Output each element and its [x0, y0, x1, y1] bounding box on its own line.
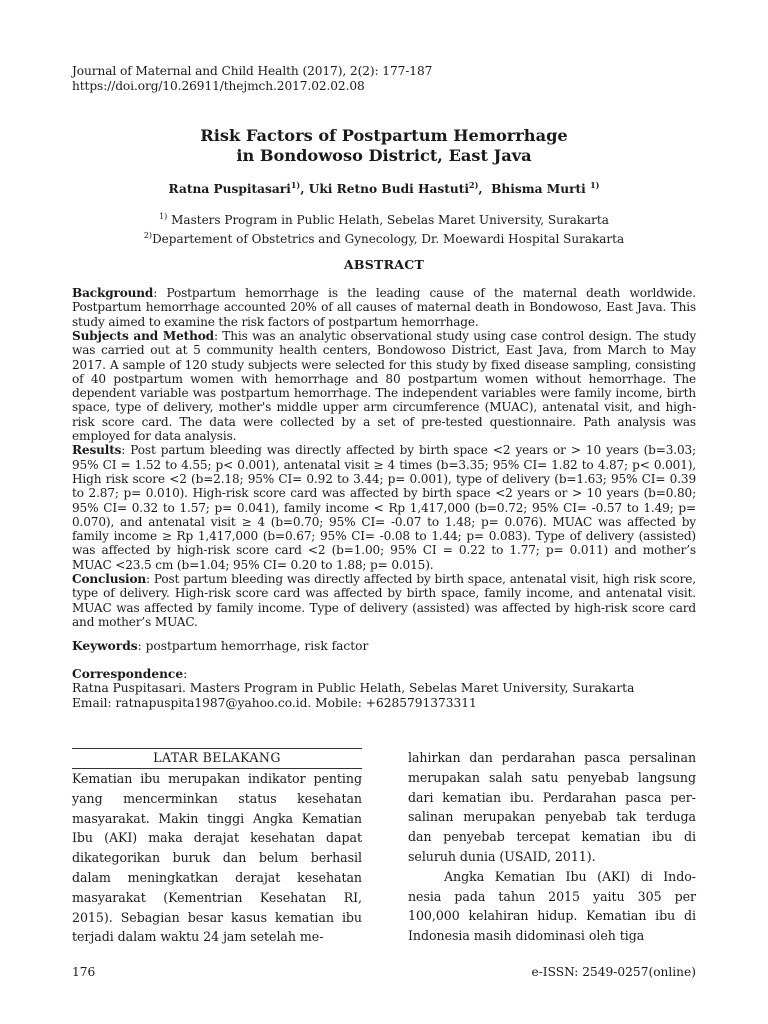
correspondence-address: Ratna Puspitasari. Masters Program in Public Helath, Sebelas Maret University, Surakarta — [72, 681, 635, 696]
author-name: Uki Retno Budi Hastuti — [308, 182, 469, 197]
right-text — [408, 748, 696, 946]
author-name: Bhisma Murti — [491, 182, 586, 197]
correspondence — [72, 667, 696, 710]
left-column — [72, 748, 362, 947]
keywords-text: : postpartum hemorrhage, risk factor — [137, 639, 369, 654]
abstract-results — [72, 443, 696, 572]
abstract-text: : Postpartum hemorrhage is the leading cause of the maternal death worldwide. Postpartum hemorrhage accounted 20% of all causes of maternal death in Bondowoso, East Java. This study aimed to examine the risk factors of postpartum hemorrhage. — [72, 286, 696, 329]
affiliation-1 — [72, 209, 696, 228]
abstract-label: Subjects and Method — [72, 328, 214, 343]
title-line-1: Risk Factors of Postpartum Hemorrhage — [200, 126, 568, 145]
correspondence-colon: : — [183, 667, 188, 682]
abstract-label: Results — [72, 443, 122, 458]
abstract-label: Conclusion — [72, 572, 146, 586]
page-number: 176 — [72, 965, 96, 979]
right-column — [408, 748, 696, 946]
paper-title — [72, 126, 696, 166]
journal-header — [72, 64, 696, 94]
section-heading: LATAR BELAKANG — [72, 748, 362, 769]
affiliations — [72, 209, 696, 247]
abstract-background — [72, 286, 696, 329]
affiliation-2 — [72, 228, 696, 247]
page-content — [72, 64, 696, 710]
keywords — [72, 639, 696, 653]
affiliation-mark: 1) — [159, 212, 168, 222]
body-paragraph: lahirkan dan perdarahan pasca persalinan merupakan salah satu penyebab langsung dari kematian ibu. Perdarahan pasca per-salinan merupakan penyebab tak terduga dan penyebab tercepat kematian ibu di seluruh dunia (USAID, 2011). — [408, 750, 696, 864]
title-line-2: in Bondowoso District, East Java — [236, 146, 532, 165]
author-name: Ratna Puspitasari — [168, 182, 291, 197]
correspondence-label: Correspondence — [72, 667, 184, 682]
author-mark: 1) — [590, 180, 600, 190]
doi-link[interactable]: https://doi.org/10.26911/thejmch.2017.02.02.08 — [72, 79, 365, 93]
abstract-method — [72, 329, 696, 443]
body-paragraph: Angka Kematian Ibu (AKI) di Indo-nesia pada tahun 2015 yaitu 305 per 100,000 kelahiran hidup. Kematian ibu di Indonesia masih didominasi oleh tiga — [408, 868, 696, 944]
abstract-label: Background — [72, 286, 154, 301]
abstract-text: : Post partum bleeding was directly affected by birth space, antenatal visit, high risk score, type of delivery. High-risk score card was affected by birth space, family income, and antenatal visit. MUAC was affected by family income. Type of delivery (assisted) was affected by high-risk score card and mother’s MUAC. — [72, 572, 696, 629]
abstract-body — [72, 286, 696, 629]
author-mark: 1) — [290, 180, 301, 190]
affiliation-mark: 2) — [143, 231, 153, 241]
keywords-label: Keywords — [72, 639, 138, 654]
author-list: Ratna Puspitasari$^{1)}$, Uki Retno Budi Hastuti$^{2)}$, Bhisma Murti $^{1)}$ — [168, 180, 600, 197]
journal-citation: Journal of Maternal and Child Health (2017), 2(2): 177-187 — [72, 64, 433, 78]
abstract-conclusion — [72, 572, 696, 629]
correspondence-contact: Email: ratnapuspita1987@yahoo.co.id. Mobile: +6285791373311 — [72, 695, 477, 710]
affiliation-text: Departement of Obstetrics and Gynecology, Dr. Moewardi Hospital Surakarta — [152, 232, 625, 247]
body-paragraph: Kematian ibu merupakan indikator penting yang mencerminkan status kesehatan masyarakat. Makin tinggi Angka Kematian Ibu (AKI) maka derajat kesehatan dapat dikategorikan buruk dan belum berhasil dalam meningkatkan derajat kesehatan masyarakat (Kementrian Kesehatan RI, 2015). Sebagian besar kasus kematian ibu terjadi dalam waktu 24 jam setelah me- — [72, 771, 362, 945]
abstract-heading: ABSTRACT — [343, 257, 425, 273]
issn: e-ISSN: 2549-0257(online) — [531, 965, 696, 979]
abstract-text: : This was an analytic observational study using case control design. The study was carried out at 5 community health centers, Bondowoso District, East Java, from March to May 2017. A sample of 120 study subjects were selected for this study by fixed disease sampling, consisting of 40 postpartum women with hemorrhage and 80 postpartum women without hemorrhage. The dependent variable was postpartum hemorrhage. The independent variables were family income, birth space, type of delivery, mother's middle upper arm circumference (MUAC), antenatal visit, and high-risk score card. The data were collected by a set of pre-tested questionnaire. Path analysis was employed for data analysis. — [72, 328, 696, 444]
author-mark: 2) — [469, 180, 479, 190]
affiliation-text: Masters Program in Public Helath, Sebelas Maret University, Surakarta — [171, 213, 609, 228]
abstract-text: : Post partum bleeding was directly affected by birth space <2 years or > 10 years (b=3.03; 95% CI = 1.52 to 4.55; p< 0.001), antenatal visit ≥ 4 times (b=3.35; 95% CI= 1.82 to 4.87; p< 0.001), High risk score <2 (b=2.18; 95% CI= 0.92 to 3.44; p= 0.001), type of delivery (b=1.63; 95% CI= 0.39 to 2.87; p= 0.010). High-risk score card was affected by birth space <2 years or > 10 years (b=0.80; 95% CI= 0.32 to 1.57; p= 0.041), family income < Rp 1,417,000 (b=0.72; 95% CI= -0.57 to 1.49; p= 0.070), and antenatal visit ≥ 4 (b=0.70; 95% CI= -0.07 to 1.48; p= 0.076). MUAC was affected by family income ≥ Rp 1,417,000 (b=0.67; 95% CI= -0.08 to 1.44; p= 0.083). Type of delivery (assisted) was affected by high-risk score card <2 (b=1.00; 95% CI = 0.22 to 1.77; p= 0.011) and mother’s MUAC <23.5 cm (b=1.04; 95% CI= 0.20 to 1.88; p= 0.015). — [72, 443, 696, 572]
